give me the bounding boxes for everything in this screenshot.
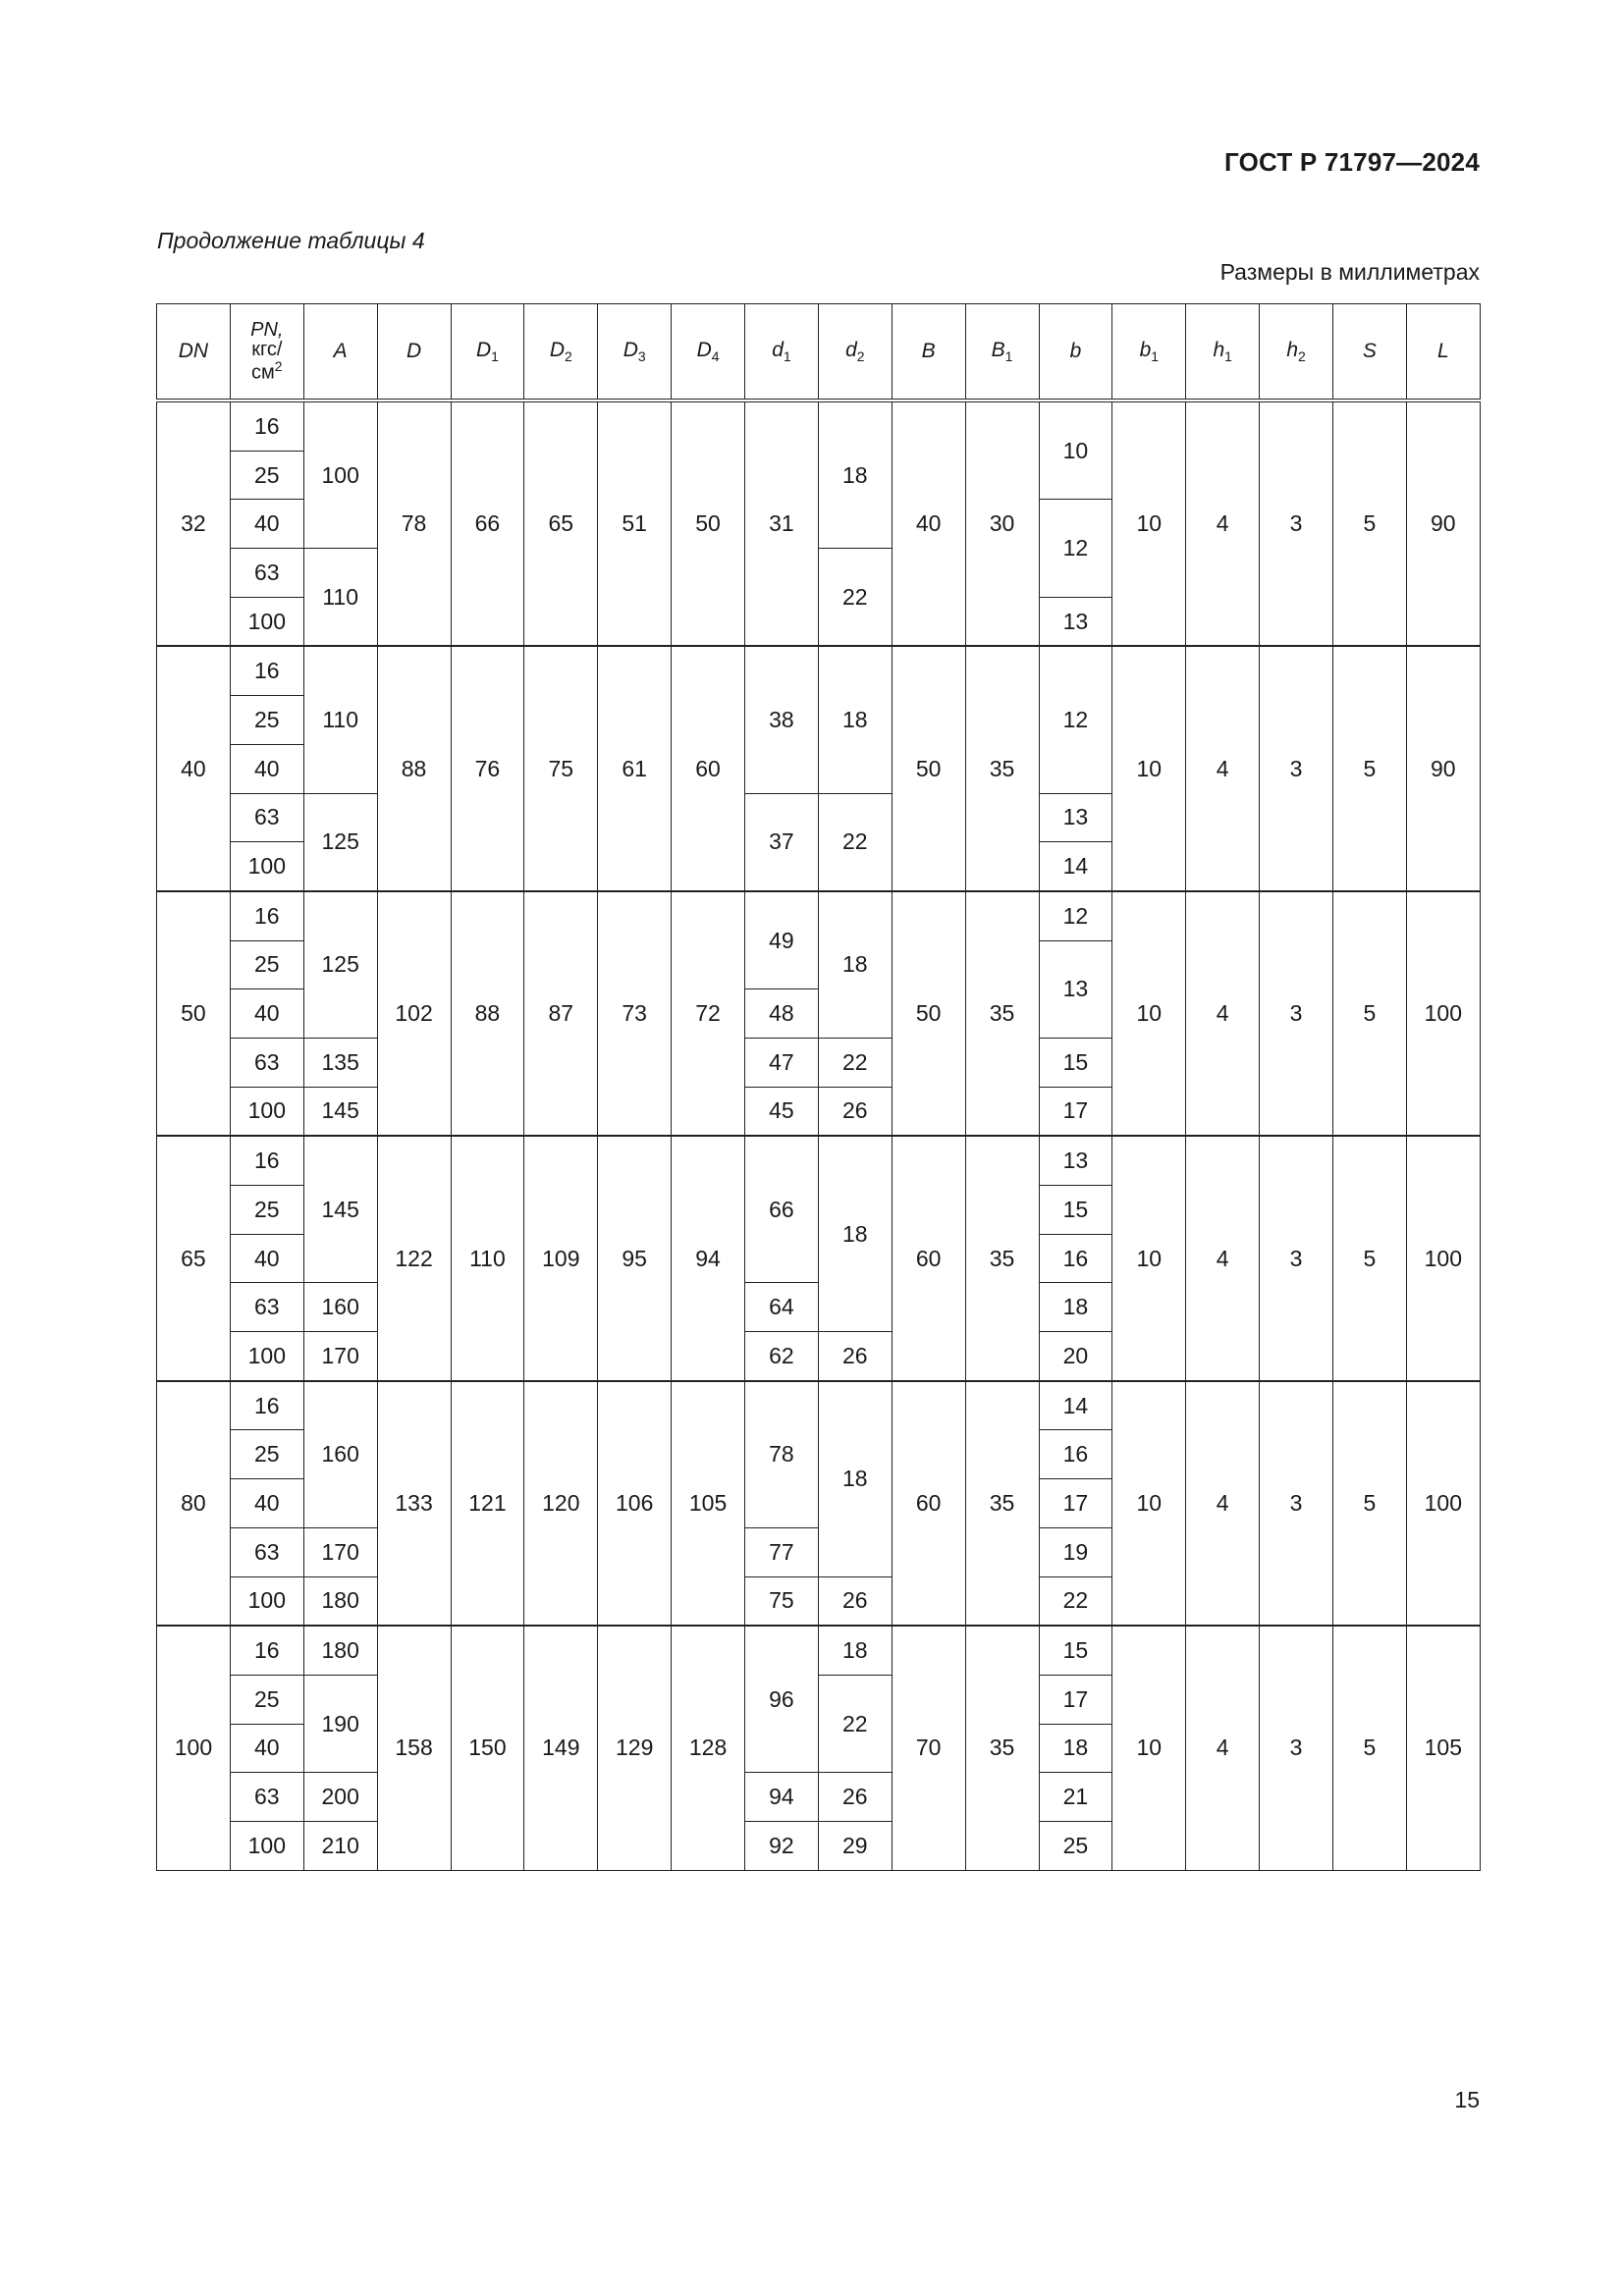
cell-pn: 40 <box>230 1234 303 1283</box>
cell-h1: 4 <box>1186 1136 1260 1380</box>
cell-b: 14 <box>1039 1381 1112 1430</box>
cell-a: 125 <box>303 891 377 1039</box>
cell-small-d1: 96 <box>745 1626 819 1773</box>
col-b: b <box>1039 304 1112 401</box>
cell-b: 17 <box>1039 1087 1112 1136</box>
cell-a: 145 <box>303 1136 377 1283</box>
cell-d1: 66 <box>451 400 524 646</box>
cell-h2: 3 <box>1260 400 1333 646</box>
cell-d: 133 <box>377 1381 451 1626</box>
col-s: S <box>1333 304 1407 401</box>
cell-b: 12 <box>1039 646 1112 793</box>
cell-b: 16 <box>1039 1234 1112 1283</box>
cell-b: 18 <box>1039 1283 1112 1332</box>
cell-b-upper: 70 <box>892 1626 965 1870</box>
cell-d2: 149 <box>524 1626 598 1870</box>
cell-b-upper-1: 35 <box>965 1626 1039 1870</box>
cell-pn: 100 <box>230 1332 303 1381</box>
col-h2: $h_2$ <box>1260 304 1333 401</box>
cell-l: 105 <box>1406 1626 1480 1870</box>
col-pn-label: PN, <box>250 318 284 341</box>
table-row <box>157 1626 1481 1675</box>
cell-b: 25 <box>1039 1821 1112 1870</box>
cell-d2: 109 <box>524 1136 598 1380</box>
cell-b: 13 <box>1039 1136 1112 1185</box>
cell-s: 5 <box>1333 1136 1407 1380</box>
cell-small-d1: 77 <box>745 1527 819 1576</box>
col-small-d2: $d_2$ <box>818 304 892 401</box>
cell-a: 110 <box>303 549 377 647</box>
cell-b1: 10 <box>1112 646 1186 890</box>
cell-small-d2: 18 <box>818 400 892 549</box>
col-d3: $D_3$ <box>598 304 672 401</box>
cell-pn: 63 <box>230 1773 303 1822</box>
cell-small-d2: 18 <box>818 1626 892 1675</box>
cell-d3: 51 <box>598 400 672 646</box>
cell-pn: 100 <box>230 1821 303 1870</box>
col-b1: $b_1$ <box>1112 304 1186 401</box>
table-caption: Продолжение таблицы 4 <box>157 228 425 253</box>
cell-pn: 100 <box>230 842 303 891</box>
cell-d4: 60 <box>672 646 745 890</box>
cell-b1: 10 <box>1112 400 1186 646</box>
cell-small-d1: 37 <box>745 793 819 891</box>
cell-b: 19 <box>1039 1527 1112 1576</box>
cell-a: 145 <box>303 1087 377 1136</box>
cell-a: 160 <box>303 1381 377 1528</box>
cell-h1: 4 <box>1186 891 1260 1136</box>
cell-a: 210 <box>303 1821 377 1870</box>
cell-pn: 40 <box>230 1479 303 1528</box>
cell-pn: 25 <box>230 1675 303 1724</box>
table-header-row <box>157 304 1481 401</box>
cell-l: 100 <box>1406 1136 1480 1380</box>
cell-small-d2: 26 <box>818 1773 892 1822</box>
cell-h2: 3 <box>1260 1381 1333 1626</box>
cell-b-upper-1: 35 <box>965 1381 1039 1626</box>
cell-small-d2: 26 <box>818 1087 892 1136</box>
col-dn: DN <box>157 304 231 401</box>
cell-dn: 40 <box>157 646 231 890</box>
cell-d: 102 <box>377 891 451 1136</box>
cell-small-d2: 22 <box>818 1038 892 1087</box>
cell-pn: 63 <box>230 793 303 842</box>
cell-small-d1: 62 <box>745 1332 819 1381</box>
table-row <box>157 1381 1481 1430</box>
cell-a: 180 <box>303 1576 377 1626</box>
col-l: L <box>1406 304 1480 401</box>
cell-b: 12 <box>1039 500 1112 597</box>
cell-pn: 63 <box>230 1527 303 1576</box>
col-d1: $D_1$ <box>451 304 524 401</box>
cell-b: 15 <box>1039 1186 1112 1235</box>
cell-small-d1: 48 <box>745 989 819 1039</box>
cell-d2: 65 <box>524 400 598 646</box>
cell-h2: 3 <box>1260 1136 1333 1380</box>
cell-pn: 16 <box>230 1381 303 1430</box>
cell-l: 100 <box>1406 891 1480 1136</box>
cell-small-d2: 18 <box>818 1381 892 1576</box>
col-b-upper: B <box>892 304 965 401</box>
cell-h2: 3 <box>1260 646 1333 890</box>
cell-s: 5 <box>1333 400 1407 646</box>
cell-b: 17 <box>1039 1479 1112 1528</box>
cell-l: 100 <box>1406 1381 1480 1626</box>
cell-pn: 63 <box>230 549 303 598</box>
cell-pn: 25 <box>230 696 303 745</box>
cell-d3: 95 <box>598 1136 672 1380</box>
cell-b-upper-1: 35 <box>965 891 1039 1136</box>
cell-pn: 25 <box>230 451 303 500</box>
cell-b-upper: 60 <box>892 1381 965 1626</box>
cell-d: 122 <box>377 1136 451 1380</box>
cell-small-d1: 75 <box>745 1576 819 1626</box>
cell-pn: 25 <box>230 1186 303 1235</box>
cell-d: 88 <box>377 646 451 890</box>
cell-pn: 16 <box>230 646 303 695</box>
cell-dn: 80 <box>157 1381 231 1626</box>
cell-a: 110 <box>303 646 377 793</box>
cell-small-d2: 18 <box>818 891 892 1039</box>
cell-b1: 10 <box>1112 891 1186 1136</box>
cell-small-d2: 22 <box>818 549 892 647</box>
cell-b: 15 <box>1039 1038 1112 1087</box>
cell-small-d2: 26 <box>818 1332 892 1381</box>
cell-d1: 88 <box>451 891 524 1136</box>
table-row <box>157 1136 1481 1185</box>
cell-small-d1: 47 <box>745 1038 819 1087</box>
cell-b-upper-1: 30 <box>965 400 1039 646</box>
cell-b-upper: 50 <box>892 646 965 890</box>
cell-h1: 4 <box>1186 400 1260 646</box>
cell-b1: 10 <box>1112 1381 1186 1626</box>
cell-s: 5 <box>1333 1626 1407 1870</box>
cell-a: 190 <box>303 1675 377 1772</box>
cell-d1: 110 <box>451 1136 524 1380</box>
cell-b-upper: 60 <box>892 1136 965 1380</box>
col-d: D <box>377 304 451 401</box>
col-b-upper-1: $B_1$ <box>965 304 1039 401</box>
cell-h1: 4 <box>1186 1626 1260 1870</box>
cell-d4: 72 <box>672 891 745 1136</box>
cell-d3: 106 <box>598 1381 672 1626</box>
cell-l: 90 <box>1406 400 1480 646</box>
cell-pn: 16 <box>230 1626 303 1675</box>
cell-pn: 40 <box>230 500 303 549</box>
cell-pn: 25 <box>230 940 303 989</box>
cell-a: 160 <box>303 1283 377 1332</box>
cell-pn: 16 <box>230 891 303 940</box>
cell-small-d1: 94 <box>745 1773 819 1822</box>
cell-b-upper-1: 35 <box>965 1136 1039 1380</box>
cell-h2: 3 <box>1260 891 1333 1136</box>
cell-h1: 4 <box>1186 646 1260 890</box>
col-pn-unit-sup: 2 <box>274 357 283 374</box>
cell-b: 13 <box>1039 597 1112 646</box>
col-pn-unit-2: см <box>251 361 275 384</box>
cell-s: 5 <box>1333 1381 1407 1626</box>
cell-b-upper: 50 <box>892 891 965 1136</box>
cell-d2: 120 <box>524 1381 598 1626</box>
cell-d1: 121 <box>451 1381 524 1626</box>
cell-b1: 10 <box>1112 1626 1186 1870</box>
cell-b: 14 <box>1039 842 1112 891</box>
cell-small-d1: 49 <box>745 891 819 989</box>
cell-small-d1: 78 <box>745 1381 819 1528</box>
col-pn <box>230 304 303 401</box>
cell-pn: 40 <box>230 744 303 793</box>
standard-designation: ГОСТ Р 71797—2024 <box>1224 147 1480 177</box>
cell-small-d1: 45 <box>745 1087 819 1136</box>
cell-d3: 73 <box>598 891 672 1136</box>
cell-d2: 75 <box>524 646 598 890</box>
cell-a: 180 <box>303 1626 377 1675</box>
cell-b: 10 <box>1039 400 1112 500</box>
cell-b1: 10 <box>1112 1136 1186 1380</box>
cell-s: 5 <box>1333 891 1407 1136</box>
table-row <box>157 891 1481 940</box>
cell-pn: 100 <box>230 597 303 646</box>
cell-a: 170 <box>303 1527 377 1576</box>
cell-d4: 94 <box>672 1136 745 1380</box>
cell-dn: 50 <box>157 891 231 1136</box>
cell-b: 17 <box>1039 1675 1112 1724</box>
cell-pn: 25 <box>230 1430 303 1479</box>
cell-small-d2: 18 <box>818 646 892 793</box>
cell-d4: 50 <box>672 400 745 646</box>
cell-b: 15 <box>1039 1626 1112 1675</box>
cell-b: 13 <box>1039 940 1112 1038</box>
cell-b: 20 <box>1039 1332 1112 1381</box>
cell-small-d1: 92 <box>745 1821 819 1870</box>
cell-b: 12 <box>1039 891 1112 940</box>
col-pn-unit-1: кгс/ <box>251 338 283 360</box>
page-number: 15 <box>1454 2087 1480 2112</box>
cell-pn: 63 <box>230 1038 303 1087</box>
table-row <box>157 646 1481 695</box>
cell-small-d2: 22 <box>818 793 892 891</box>
cell-small-d1: 31 <box>745 400 819 646</box>
cell-pn: 40 <box>230 989 303 1039</box>
cell-a: 135 <box>303 1038 377 1087</box>
cell-d: 158 <box>377 1626 451 1870</box>
cell-pn: 40 <box>230 1724 303 1773</box>
cell-d1: 150 <box>451 1626 524 1870</box>
table-row <box>157 400 1481 451</box>
cell-pn: 16 <box>230 400 303 451</box>
cell-d4: 105 <box>672 1381 745 1626</box>
col-a: A <box>303 304 377 401</box>
cell-pn: 100 <box>230 1087 303 1136</box>
cell-b-upper-1: 35 <box>965 646 1039 890</box>
cell-dn: 32 <box>157 400 231 646</box>
cell-b: 16 <box>1039 1430 1112 1479</box>
cell-a: 170 <box>303 1332 377 1381</box>
units-note: Размеры в миллиметрах <box>1219 259 1480 285</box>
cell-h1: 4 <box>1186 1381 1260 1626</box>
cell-small-d1: 38 <box>745 646 819 793</box>
cell-h2: 3 <box>1260 1626 1333 1870</box>
cell-d4: 128 <box>672 1626 745 1870</box>
col-d2: $D_2$ <box>524 304 598 401</box>
cell-small-d2: 26 <box>818 1576 892 1626</box>
cell-small-d1: 66 <box>745 1136 819 1283</box>
cell-b: 18 <box>1039 1724 1112 1773</box>
cell-s: 5 <box>1333 646 1407 890</box>
cell-small-d2: 18 <box>818 1136 892 1331</box>
cell-pn: 63 <box>230 1283 303 1332</box>
cell-b: 22 <box>1039 1576 1112 1626</box>
cell-pn: 100 <box>230 1576 303 1626</box>
cell-l: 90 <box>1406 646 1480 890</box>
cell-b: 21 <box>1039 1773 1112 1822</box>
dimensions-table <box>156 303 1481 1871</box>
cell-dn: 100 <box>157 1626 231 1870</box>
cell-d3: 129 <box>598 1626 672 1870</box>
col-small-d1: $d_1$ <box>745 304 819 401</box>
cell-a: 200 <box>303 1773 377 1822</box>
col-h1: $h_1$ <box>1186 304 1260 401</box>
cell-small-d1: 64 <box>745 1283 819 1332</box>
cell-d3: 61 <box>598 646 672 890</box>
cell-dn: 65 <box>157 1136 231 1380</box>
cell-small-d2: 29 <box>818 1821 892 1870</box>
cell-a: 125 <box>303 793 377 891</box>
cell-small-d2: 22 <box>818 1675 892 1772</box>
cell-a: 100 <box>303 400 377 549</box>
cell-pn: 16 <box>230 1136 303 1185</box>
col-d4: $D_4$ <box>672 304 745 401</box>
cell-d1: 76 <box>451 646 524 890</box>
cell-d: 78 <box>377 400 451 646</box>
cell-d2: 87 <box>524 891 598 1136</box>
cell-b: 13 <box>1039 793 1112 842</box>
cell-b-upper: 40 <box>892 400 965 646</box>
